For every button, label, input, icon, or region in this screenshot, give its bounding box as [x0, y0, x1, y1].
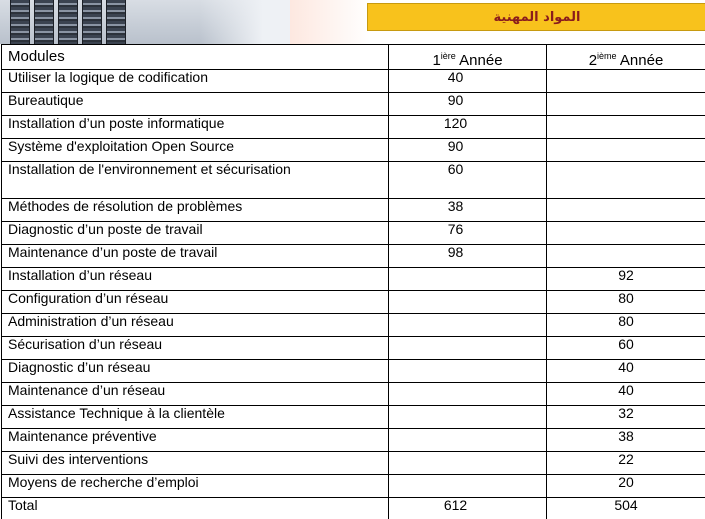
server-room-banner-image [0, 0, 290, 44]
banner-gradient [290, 0, 370, 44]
header-year-1: $1^{ière}$ Année [389, 45, 547, 70]
year-2-hours: 40 [547, 360, 705, 383]
table-row [2, 245, 705, 268]
year-2-hours [547, 93, 705, 116]
server-rack-graphic [34, 0, 54, 44]
module-name: Installation de l'environnement et sécurisation [2, 162, 389, 199]
year-2-hours: 38 [547, 429, 705, 452]
year-1-hours: 120 [389, 116, 547, 139]
table-row [2, 268, 705, 291]
module-name: Diagnostic d’un réseau [2, 360, 389, 383]
table-row [2, 406, 705, 429]
table-row [2, 93, 705, 116]
year-1-hours [389, 337, 547, 360]
year-1-hours [389, 475, 547, 498]
year-1-hours [389, 452, 547, 475]
total-year-1: 612 [389, 498, 547, 519]
year-2-hours: 80 [547, 291, 705, 314]
module-name: Diagnostic d’un poste de travail [2, 222, 389, 245]
year-1-hours [389, 429, 547, 452]
module-name: Sécurisation d’un réseau [2, 337, 389, 360]
year-1-hours: 40 [389, 70, 547, 93]
module-name: Utiliser la logique de codification [2, 70, 389, 93]
module-name: Suivi des interventions [2, 452, 389, 475]
year-2-hours [547, 199, 705, 222]
table-row [2, 222, 705, 245]
section-title: المواد المهنية [367, 3, 705, 31]
module-name: Maintenance d’un réseau [2, 383, 389, 406]
table-row [2, 116, 705, 139]
table-row [2, 337, 705, 360]
table-row [2, 314, 705, 337]
year-2-hours: 32 [547, 406, 705, 429]
module-name: Méthodes de résolution de problèmes [2, 199, 389, 222]
year-2-hours [547, 116, 705, 139]
server-rack-graphic [106, 0, 126, 44]
table-row [2, 475, 705, 498]
year-1-hours [389, 268, 547, 291]
total-year-2: 504 [547, 498, 705, 519]
module-name: Système d'exploitation Open Source [2, 139, 389, 162]
year-1-hours: 90 [389, 93, 547, 116]
modules-table [1, 44, 705, 519]
module-name: Configuration d’un réseau [2, 291, 389, 314]
table-row [2, 291, 705, 314]
table-row [2, 162, 705, 199]
module-name: Maintenance préventive [2, 429, 389, 452]
module-name: Maintenance d’un poste de travail [2, 245, 389, 268]
table-row [2, 360, 705, 383]
server-rack-graphic [58, 0, 78, 44]
table-row [2, 429, 705, 452]
module-name: Installation d’un poste informatique [2, 116, 389, 139]
server-rack-graphic [82, 0, 102, 44]
module-name: Assistance Technique à la clientèle [2, 406, 389, 429]
year-1-hours [389, 314, 547, 337]
table-row [2, 199, 705, 222]
year-2-hours: 60 [547, 337, 705, 360]
year-1-hours [389, 360, 547, 383]
header-modules: Modules [2, 45, 389, 70]
year-1-hours [389, 291, 547, 314]
banner-fade-overlay [200, 0, 290, 44]
year-2-hours [547, 222, 705, 245]
year-2-hours: 20 [547, 475, 705, 498]
total-row [2, 498, 705, 519]
year-2-hours: 80 [547, 314, 705, 337]
table-row [2, 139, 705, 162]
header-year-2: 2ième Année [547, 45, 705, 70]
table-row [2, 70, 705, 93]
module-name: Administration d’un réseau [2, 314, 389, 337]
year-2-hours [547, 139, 705, 162]
table-row [2, 452, 705, 475]
total-label: Total [2, 498, 389, 519]
year-2-hours [547, 162, 705, 199]
year-1-hours [389, 406, 547, 429]
year-1-hours: 76 [389, 222, 547, 245]
year-1-hours: 98 [389, 245, 547, 268]
year-2-hours: 22 [547, 452, 705, 475]
year-2-hours [547, 70, 705, 93]
year-2-hours: 40 [547, 383, 705, 406]
year-1-hours [389, 383, 547, 406]
module-name: Moyens de recherche d’emploi [2, 475, 389, 498]
year-1-hours: 38 [389, 199, 547, 222]
table-row [2, 383, 705, 406]
server-rack-graphic [10, 0, 30, 44]
module-name: Installation d’un réseau [2, 268, 389, 291]
year-1-hours: 90 [389, 139, 547, 162]
year-2-hours [547, 245, 705, 268]
table-header-row [2, 45, 705, 70]
year-2-hours: 92 [547, 268, 705, 291]
year-1-hours: 60 [389, 162, 547, 199]
module-name: Bureautique [2, 93, 389, 116]
